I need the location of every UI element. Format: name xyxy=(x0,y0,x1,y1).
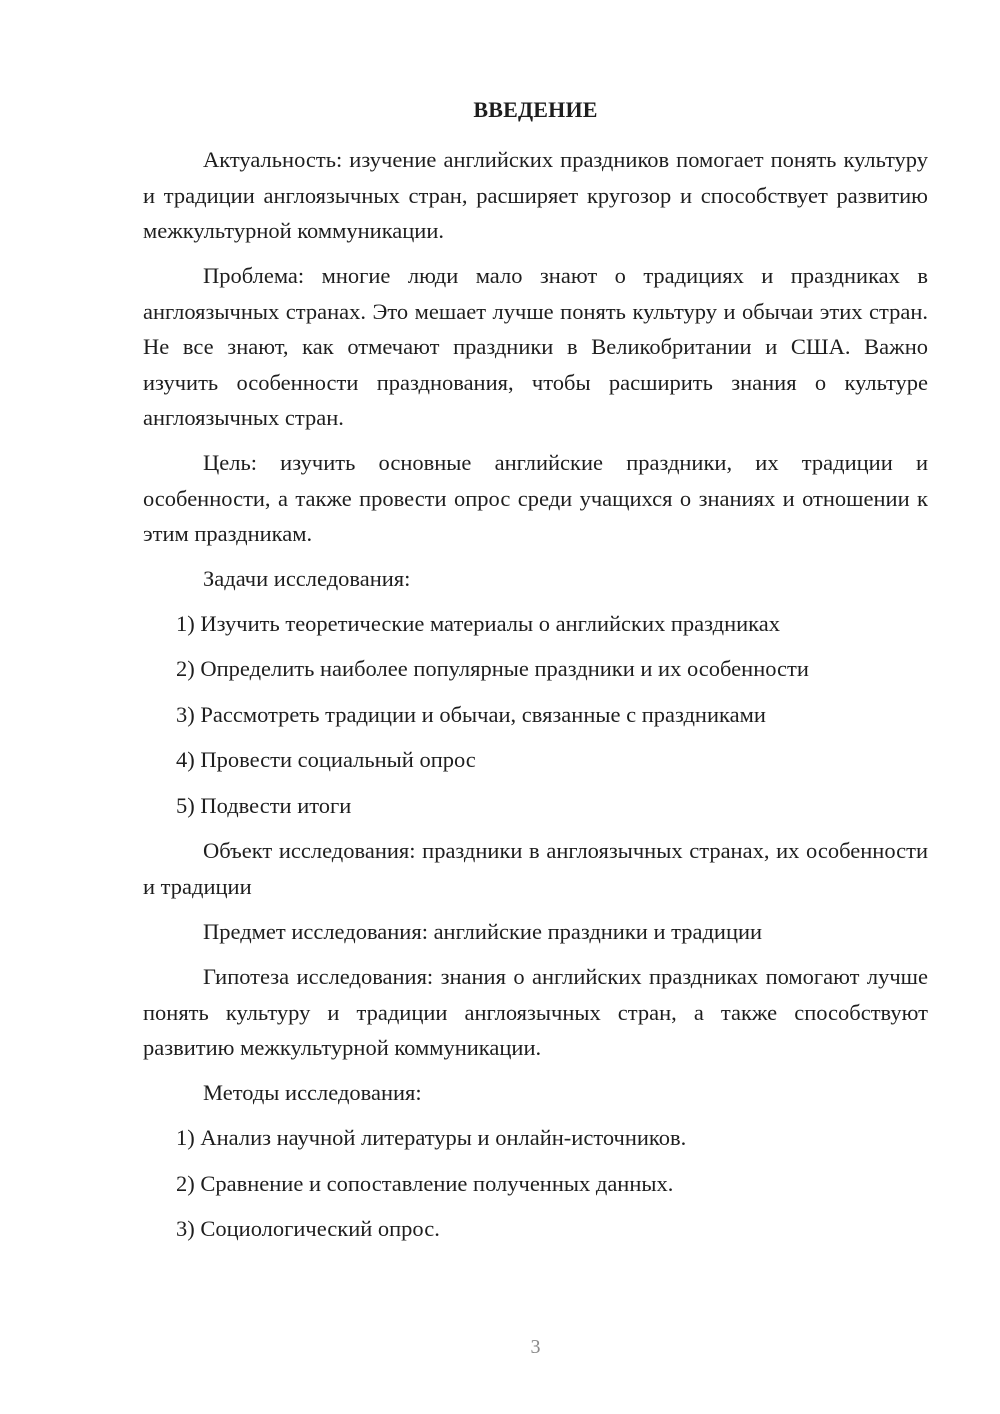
page-title: ВВЕДЕНИЕ xyxy=(473,97,598,122)
subject-paragraph: Предмет исследования: английские праздники и традиции xyxy=(203,919,763,944)
hypothesis-paragraph: Гипотеза исследования: знания о английских праздниках помогают лучше понять культуру и традиции англоязычных стран, а также способствуют развитию межкультурной коммуникации. xyxy=(143,964,928,1060)
task-item: 1) Изучить теоретические материалы о английских праздниках xyxy=(176,611,780,636)
method-item: 3) Социологический опрос. xyxy=(176,1216,440,1241)
problem-paragraph: Проблема: многие люди мало знают о традициях и праздниках в англоязычных странах. Это мешает лучше понять культуру и обычаи этих стран. Не все знают, как отмечают праздники в Великобритании и США. Важно изучить особенности празднования, чтобы расширить знания о культуре англоязычных стран. xyxy=(143,263,928,430)
task-item: 4) Провести социальный опрос xyxy=(176,747,476,772)
task-item: 5) Подвести итоги xyxy=(176,793,352,818)
method-item: 1) Анализ научной литературы и онлайн-источников. xyxy=(176,1125,687,1150)
task-item: 2) Определить наиболее популярные праздники и их особенности xyxy=(176,656,809,681)
tasks-heading: Задачи исследования: xyxy=(203,566,411,591)
object-paragraph: Объект исследования: праздники в англоязычных странах, их особенности и традиции xyxy=(143,838,928,899)
task-item: 3) Рассмотреть традиции и обычаи, связанные с праздниками xyxy=(176,702,766,727)
methods-heading: Методы исследования: xyxy=(203,1080,422,1105)
document-page xyxy=(143,0,928,1414)
goal-paragraph: Цель: изучить основные английские праздники, их традиции и особенности, а также провести опрос среди учащихся о знаниях и отношении к этим праздникам. xyxy=(143,450,928,546)
relevance-paragraph: Актуальность: изучение английских праздников помогает понять культуру и традиции англоязычных стран, расширяет кругозор и способствует развитию межкультурной коммуникации. xyxy=(143,147,928,243)
method-item: 2) Сравнение и сопоставление полученных данных. xyxy=(176,1171,674,1196)
page-number: 3 xyxy=(530,1336,541,1358)
